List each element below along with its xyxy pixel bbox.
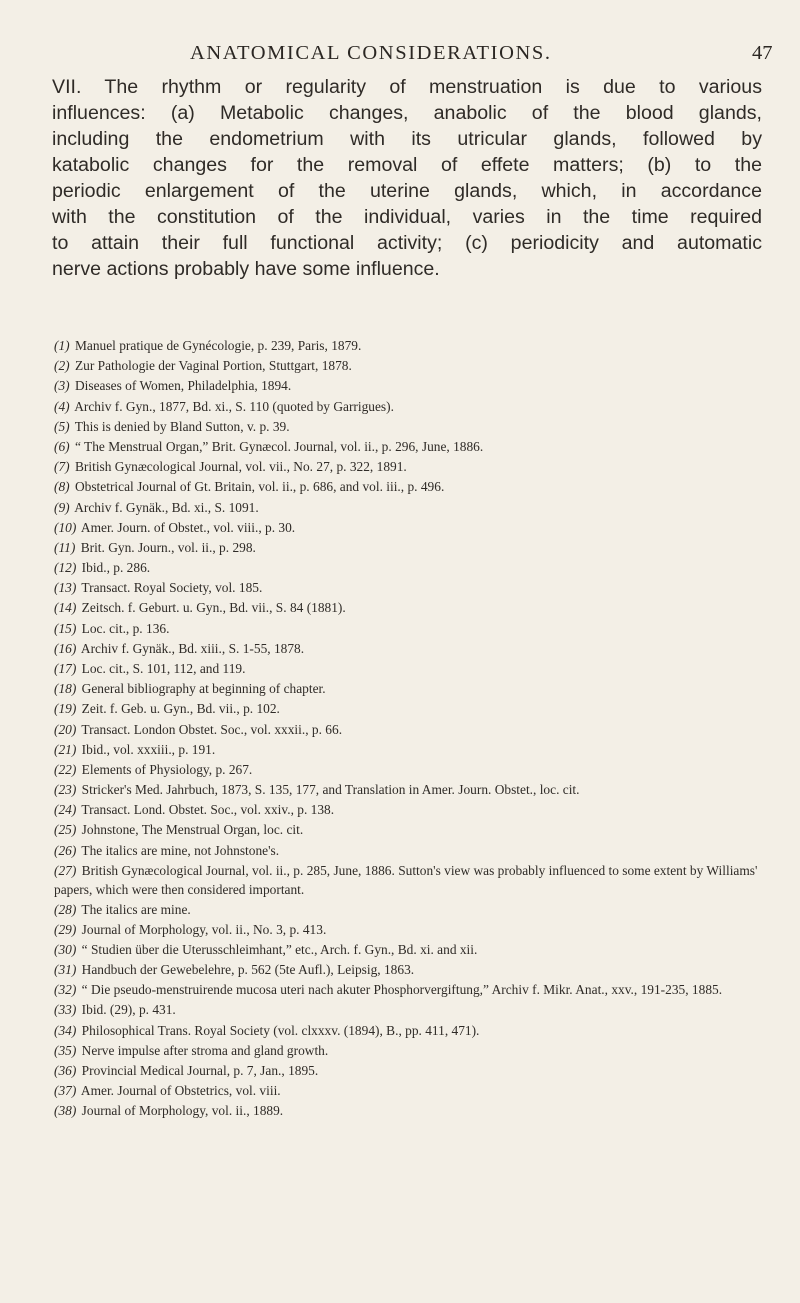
footnote-text: Manuel pratique de Gynécologie, p. 239, Paris, 1879. bbox=[74, 338, 362, 353]
footnote-text: Ibid., p. 286. bbox=[81, 560, 151, 576]
footnote-item bbox=[54, 720, 759, 740]
footnote-number: (22) bbox=[54, 761, 77, 777]
footnote-number: (23) bbox=[54, 782, 77, 798]
paragraph-line: including the endometrium with its utricular glands, followed by bbox=[52, 128, 762, 150]
footnote-number: (24) bbox=[54, 802, 77, 818]
footnote-item bbox=[54, 639, 759, 659]
footnote-item bbox=[54, 397, 759, 417]
footnote-text: Zeit. f. Geb. u. Gyn., Bd. vii., p. 102. bbox=[81, 701, 280, 717]
footnote-number: (16) bbox=[54, 640, 77, 656]
paragraph-line: to attain their full functional activity; (c) periodicity and automatic bbox=[52, 232, 762, 254]
footnote-text: Transact. Royal Society, vol. 185. bbox=[81, 580, 263, 596]
footnote-number: (14) bbox=[54, 600, 77, 616]
footnote-number: (12) bbox=[54, 560, 77, 576]
paragraph-line: nerve actions probably have some influence. bbox=[52, 258, 440, 280]
footnote-text: Archiv f. Gyn., 1877, Bd. xi., S. 110 (quoted by Garrigues). bbox=[74, 398, 394, 414]
footnote-number: (21) bbox=[54, 741, 77, 757]
footnote-number: (11) bbox=[54, 539, 76, 555]
footnote-item bbox=[54, 1041, 759, 1061]
footnote-item bbox=[54, 740, 759, 760]
footnote-number: (32) bbox=[54, 982, 77, 998]
footnote-number: (3) bbox=[54, 378, 70, 394]
footnote-number: (6) bbox=[54, 438, 70, 454]
footnote-item bbox=[54, 659, 759, 679]
footnote-text: The italics are mine. bbox=[81, 901, 191, 917]
footnote-number: (28) bbox=[54, 901, 77, 917]
footnote-item bbox=[54, 1021, 759, 1041]
footnote-item bbox=[54, 900, 759, 920]
footnote-text: “ The Menstrual Organ,” Brit. Gynæcol. Journal, vol. ii., p. 296, June, 1886. bbox=[74, 438, 484, 454]
footnote-text: This is denied by Bland Sutton, v. p. 39. bbox=[74, 418, 290, 434]
footnote-number: (20) bbox=[54, 721, 77, 737]
footnote-text: Transact. Lond. Obstet. Soc., vol. xxiv., p. 138. bbox=[81, 802, 335, 818]
footnote-text: Brit. Gyn. Journ., vol. ii., p. 298. bbox=[80, 539, 256, 555]
footnote-number: (38) bbox=[54, 1103, 77, 1119]
footnote-item bbox=[54, 1061, 759, 1081]
footnote-number: (13) bbox=[54, 580, 77, 596]
paragraph-line: with the constitution of the individual, varies in the time required bbox=[52, 206, 762, 228]
footnote-text: Provincial Medical Journal, p. 7, Jan., 1895. bbox=[81, 1063, 319, 1078]
paragraph-line: VII. The rhythm or regularity of menstruation is due to various bbox=[52, 76, 762, 98]
footnote-number: (30) bbox=[54, 942, 77, 958]
footnote-text: Journal of Morphology, vol. ii., 1889. bbox=[81, 1103, 284, 1119]
footnote-text: Amer. Journ. of Obstet., vol. viii., p. 30. bbox=[80, 519, 296, 535]
footnote-number: (29) bbox=[54, 921, 77, 937]
paragraph-line: influences: (a) Metabolic changes, anabolic of the blood glands, bbox=[52, 102, 762, 124]
footnote-text: Loc. cit., S. 101, 112, and 119. bbox=[81, 661, 246, 676]
footnote-text: Loc. cit., p. 136. bbox=[81, 620, 170, 636]
footnote-number: (18) bbox=[54, 681, 77, 697]
footnote-item bbox=[54, 356, 759, 376]
footnote-number: (34) bbox=[54, 1022, 77, 1038]
footnote-item bbox=[54, 578, 759, 598]
footnote-number: (4) bbox=[54, 398, 70, 414]
footnote-number: (27) bbox=[54, 862, 77, 878]
footnote-number: (5) bbox=[54, 418, 70, 434]
footnote-text: Archiv f. Gynäk., Bd. xiii., S. 1-55, 1878. bbox=[80, 640, 305, 656]
footnote-text: Obstetrical Journal of Gt. Britain, vol. ii., p. 686, and vol. iii., p. 496. bbox=[74, 479, 445, 495]
footnote-text: Transact. London Obstet. Soc., vol. xxxii., p. 66. bbox=[81, 721, 343, 737]
footnote-number: (37) bbox=[54, 1083, 77, 1099]
footnote-text: Philosophical Trans. Royal Society (vol. clxxxv. (1894), B., pp. 411, 471). bbox=[81, 1022, 480, 1038]
footnote-text: Archiv f. Gynäk., Bd. xi., S. 1091. bbox=[74, 499, 259, 515]
footnote-number: (31) bbox=[54, 962, 77, 978]
footnote-item bbox=[54, 861, 759, 899]
footnote-number: (35) bbox=[54, 1042, 77, 1058]
footnote-number: (26) bbox=[54, 842, 77, 858]
footnote-item bbox=[54, 960, 759, 980]
running-head: ANATOMICAL CONSIDERATIONS. bbox=[190, 42, 552, 64]
footnote-number: (15) bbox=[54, 620, 77, 636]
footnote-text: General bibliography at beginning of chapter. bbox=[81, 681, 326, 697]
paragraph-line: periodic enlargement of the uterine glands, which, in accordance bbox=[52, 180, 762, 202]
page-number: 47 bbox=[752, 42, 773, 64]
footnote-item bbox=[54, 760, 759, 780]
footnote-item bbox=[54, 699, 759, 719]
footnote-number: (33) bbox=[54, 1002, 77, 1018]
footnote-text: “ Studien über die Uterusschleimhant,” etc., Arch. f. Gyn., Bd. xi. and xii. bbox=[81, 942, 478, 958]
footnote-number: (1) bbox=[54, 338, 70, 353]
footnote-item bbox=[54, 538, 759, 558]
footnote-item bbox=[54, 820, 759, 840]
footnote-text: “ Die pseudo-menstruirende mucosa uteri nach akuter Phosphorvergiftung,” Archiv f. Mikr. Anat., xxv., 191-235, 1885. bbox=[81, 982, 723, 998]
footnote-item bbox=[54, 336, 759, 356]
footnote-text: Stricker's Med. Jahrbuch, 1873, S. 135, 177, and Translation in Amer. Journ. Obstet., loc. cit. bbox=[81, 782, 580, 798]
footnote-text: Ibid., vol. xxxiii., p. 191. bbox=[81, 741, 216, 757]
footnote-text: Zur Pathologie der Vaginal Portion, Stuttgart, 1878. bbox=[74, 358, 352, 374]
footnote-text: British Gynæcological Journal, vol. vii., No. 27, p. 322, 1891. bbox=[74, 459, 407, 475]
page-header bbox=[0, 42, 800, 72]
footnote-item bbox=[54, 498, 759, 518]
footnote-text: Elements of Physiology, p. 267. bbox=[81, 761, 253, 777]
footnote-number: (7) bbox=[54, 459, 70, 475]
footnote-item bbox=[54, 980, 759, 999]
footnote-text: British Gynæcological Journal, vol. ii., p. 285, June, 1886. Sutton's view was probably influenced to some extent by Williams' papers, which were then considered important. bbox=[54, 862, 758, 897]
footnote-item bbox=[54, 800, 759, 820]
footnote-number: (17) bbox=[54, 661, 77, 676]
footnotes-list bbox=[54, 336, 759, 1122]
footnote-text: Ibid. (29), p. 431. bbox=[81, 1002, 176, 1018]
footnote-item bbox=[54, 598, 759, 618]
footnote-text: Nerve impulse after stroma and gland growth. bbox=[81, 1042, 329, 1058]
footnote-text: Journal of Morphology, vol. ii., No. 3, p. 413. bbox=[81, 921, 327, 937]
footnote-item bbox=[54, 679, 759, 699]
footnote-number: (10) bbox=[54, 519, 77, 535]
footnote-text: Johnstone, The Menstrual Organ, loc. cit. bbox=[81, 822, 304, 838]
footnote-item bbox=[54, 940, 759, 960]
footnote-text: Zeitsch. f. Geburt. u. Gyn., Bd. vii., S. 84 (1881). bbox=[81, 600, 346, 616]
footnote-item bbox=[54, 920, 759, 940]
footnote-item bbox=[54, 477, 759, 497]
footnote-number: (19) bbox=[54, 701, 77, 717]
paragraph-line: katabolic changes for the removal of effete matters; (b) to the bbox=[52, 154, 762, 176]
footnote-item bbox=[54, 1101, 759, 1121]
footnote-number: (9) bbox=[54, 499, 70, 515]
footnote-item bbox=[54, 841, 759, 861]
footnote-item bbox=[54, 417, 759, 437]
footnote-item bbox=[54, 518, 759, 538]
footnote-text: Amer. Journal of Obstetrics, vol. viii. bbox=[80, 1083, 281, 1099]
footnote-item bbox=[54, 376, 759, 396]
footnote-text: Handbuch der Gewebelehre, p. 562 (5te Aufl.), Leipsig, 1863. bbox=[81, 962, 415, 978]
footnote-item bbox=[54, 619, 759, 639]
footnote-number: (2) bbox=[54, 358, 70, 374]
footnote-item bbox=[54, 1000, 759, 1020]
footnote-number: (25) bbox=[54, 822, 77, 838]
footnote-number: (8) bbox=[54, 479, 70, 495]
footnote-item bbox=[54, 1081, 759, 1101]
footnote-text: Diseases of Women, Philadelphia, 1894. bbox=[74, 378, 292, 394]
footnote-item bbox=[54, 558, 759, 578]
footnote-text: The italics are mine, not Johnstone's. bbox=[81, 842, 280, 858]
footnote-item bbox=[54, 457, 759, 477]
footnote-item bbox=[54, 437, 759, 457]
body-paragraph bbox=[52, 74, 762, 282]
footnote-item bbox=[54, 780, 759, 799]
footnote-number: (36) bbox=[54, 1063, 77, 1078]
